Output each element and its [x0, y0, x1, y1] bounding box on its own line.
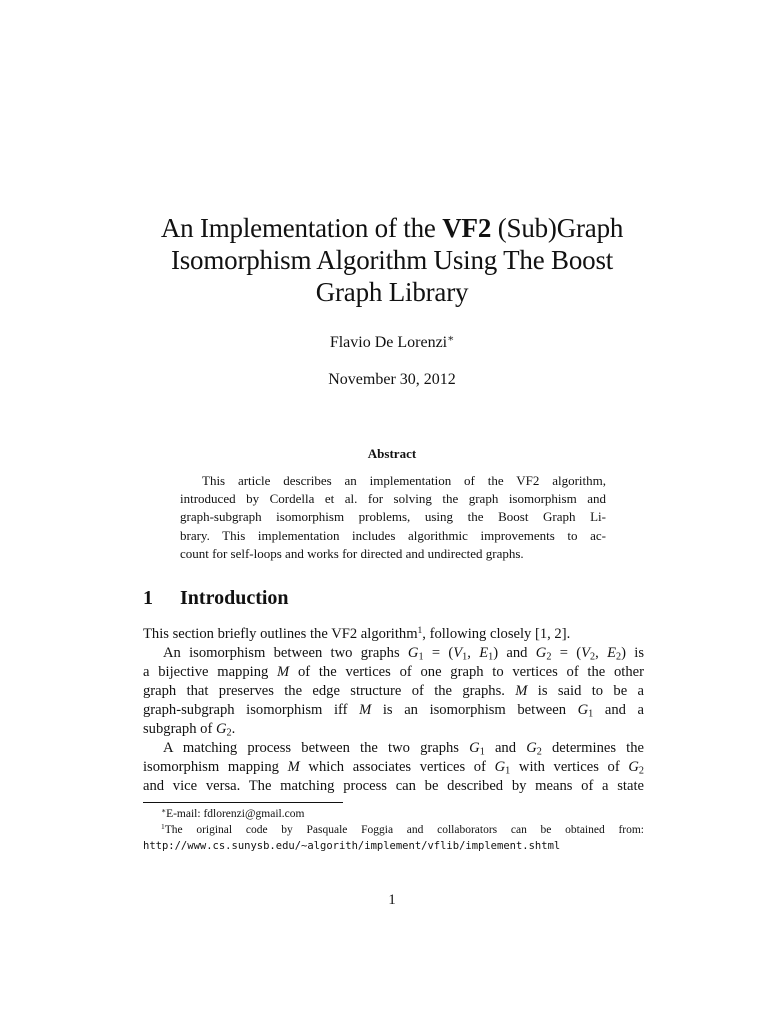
title-line-1: An Implementation of the VF2 (Sub)Graph [160, 213, 624, 243]
abstract-heading: Abstract [367, 446, 417, 461]
abstract-line: graph-subgraph isomorphism problems, using the Boost Graph Li- [180, 509, 606, 525]
abstract-body [180, 472, 606, 563]
body-line: and vice versa. The matching process can be described by means of a state [143, 778, 644, 794]
footnote-email: ∗E-mail: fdlorenzi@gmail.com [161, 805, 305, 820]
section-heading [143, 587, 289, 610]
author-name: Flavio De Lorenzi [329, 334, 448, 351]
body-text [143, 625, 644, 796]
footnote-source: $^1$The original code by Pasquale Foggia and collaborators can be obtained from: [161, 821, 644, 836]
body-line: subgraph of $G_2$. [143, 721, 236, 739]
title-line-2: Isomorphism Algorithm Using The Boost [170, 245, 614, 275]
body-line: graph-subgraph isomorphism iff M is an isomorphism between $G_1$ and a [143, 702, 645, 720]
abstract-line: This article describes an implementation of the VF2 algorithm, [202, 473, 606, 488]
page-number: 1 [388, 892, 396, 908]
body-line: A matching process between the two graphs $G_1$ and $G_2$ determines the [163, 740, 645, 758]
section-number: 1 [143, 587, 153, 609]
author [100, 334, 684, 352]
body-line: isomorphism mapping M which associates vertices of $G_1$ with vertices of $G_2$ [143, 759, 645, 777]
section-title: Introduction [180, 587, 289, 609]
footnote-rule [143, 802, 343, 803]
footnotes [143, 806, 644, 854]
abstract-line: introduced by Cordella et al. for solving the graph isomorphism and [180, 491, 606, 507]
body-line: a bijective mapping M of the vertices of one graph to vertices of the other [143, 664, 644, 680]
abstract-line: brary. This implementation includes algorithmic improvements to ac- [180, 527, 606, 543]
body-line: graph that preserves the edge structure of the graphs. M is said to be a [143, 683, 644, 699]
abstract-line: count for self-loops and works for directed and undirected graphs. [180, 545, 524, 561]
footnote-ref-1: 1 [417, 625, 423, 636]
footnote-url[interactable]: http://www.cs.sunysb.edu/~algorith/implement/vflib/implement.shtml [143, 840, 561, 852]
paper-title [100, 212, 684, 308]
body-line: An isomorphism between two graphs $G_1 = (V_1$, $E_1$) and $G_2 = (V_2$, $E_2$) is [163, 645, 645, 663]
author-footnote-mark: ∗ [447, 333, 455, 345]
title-line-3: Graph Library [315, 277, 469, 307]
body-line: This section briefly outlines the VF2 algorithm$^1$, following closely [1, 2]. [143, 625, 571, 642]
date: November 30, 2012 [328, 371, 456, 388]
title-vf2: VF2 [442, 213, 492, 243]
